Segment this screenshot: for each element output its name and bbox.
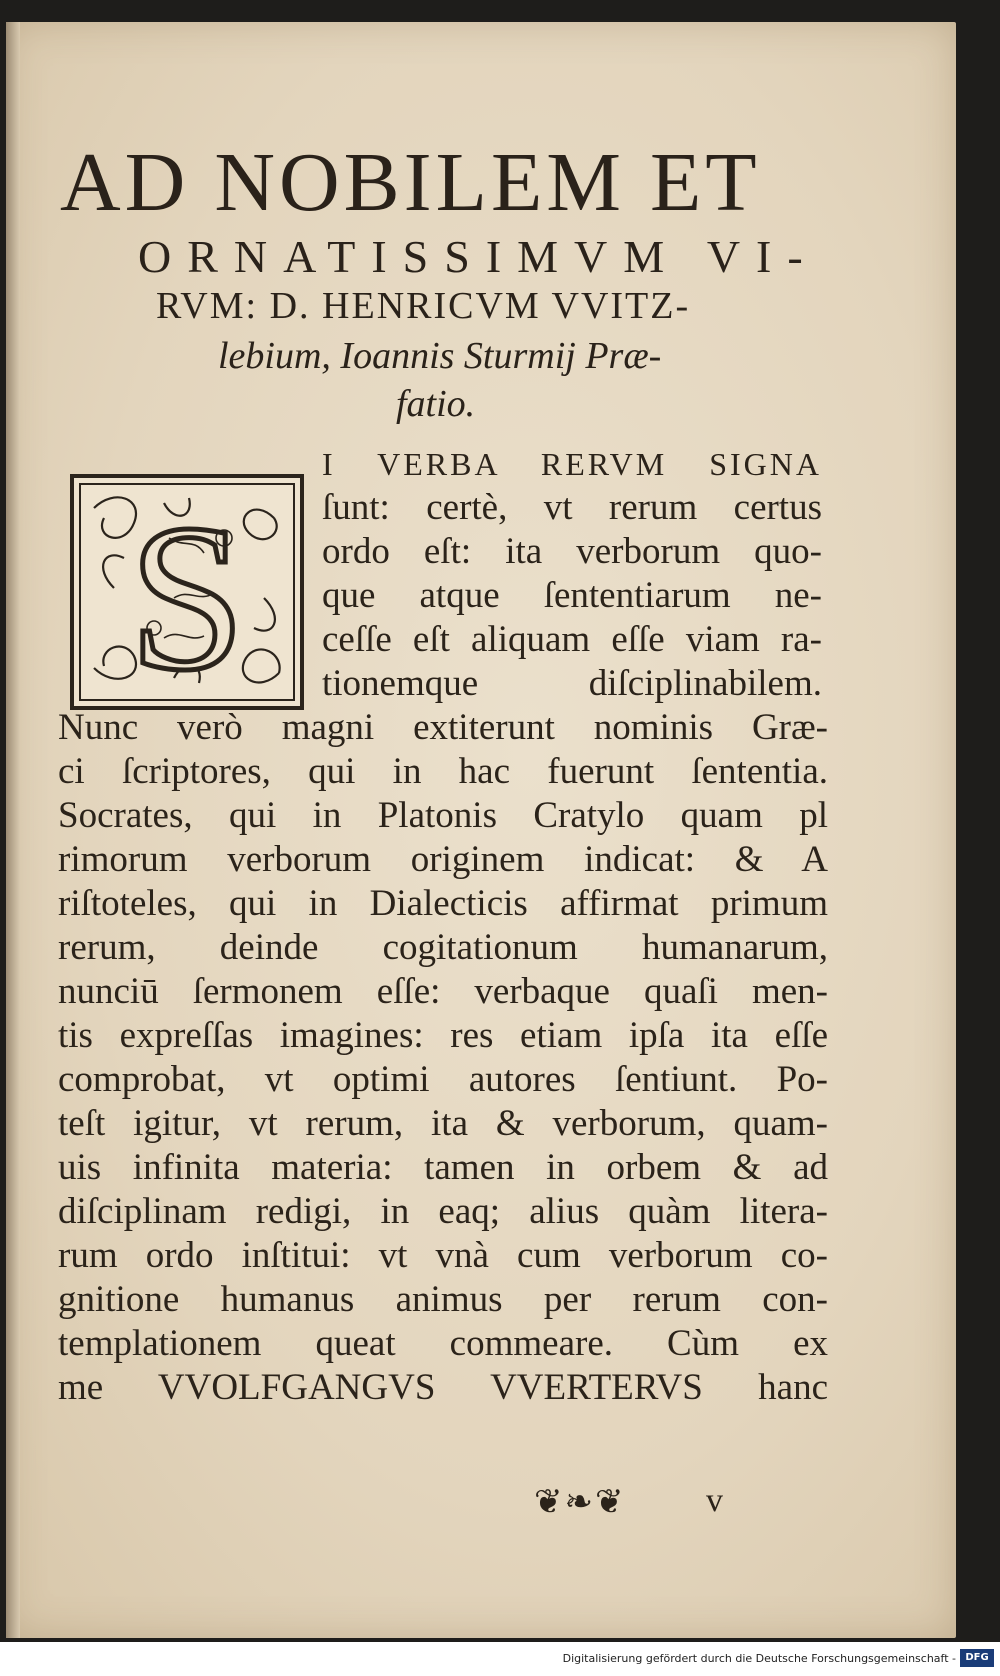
decorated-initial-icon [70, 474, 304, 710]
body-line-6: tionemque diſciplinabilem. [322, 663, 822, 704]
body-line-8: ci ſcriptores, qui in hac fuerunt ſententia. [58, 751, 828, 792]
signature-mark: v [706, 1482, 723, 1519]
initial-s-ornament [74, 478, 300, 706]
body-line-7: Nunc verò magni extiterunt nominis Græ- [58, 707, 828, 748]
body-line-19: rum ordo inſtitui: vt vnà cum verborum co- [58, 1235, 828, 1276]
body-line-13: nunciū ſermonem eſſe: verbaque quaſi men- [58, 971, 828, 1012]
body-line-17: uis infinita materia: tamen in orbem & ad [58, 1147, 828, 1188]
body-line-18: diſciplinam redigi, in eaq; alius quàm litera- [58, 1191, 828, 1232]
body-line-5: ceſſe eſt aliquam eſſe viam ra- [322, 619, 822, 660]
svg-text:S: S [128, 482, 246, 706]
body-line-15: comprobat, vt optimi autores ſentiunt. Po- [58, 1059, 828, 1100]
body-line-20: gnitione humanus animus per rerum con- [58, 1279, 828, 1320]
body-line-12: rerum, deinde cogitationum humanarum, [58, 927, 828, 968]
heading-line-2: ORNATISSIMVM VI- [138, 231, 819, 282]
body-line-16: teſt igitur, vt rerum, ita & verborum, quam- [58, 1103, 828, 1144]
body-line-1: I VERBA RERVM SIGNA [322, 446, 822, 482]
body-line-11: riſtoteles, qui in Dialecticis affirmat primum [58, 883, 828, 924]
body-line-21: templationem queat commeare. Cùm ex [58, 1323, 828, 1364]
body-line-3: ordo eſt: ita verborum quo- [322, 531, 822, 572]
page-gutter [6, 22, 20, 1638]
heading-line-3: RVM: D. HENRICVM VVITZ- [156, 285, 691, 327]
body-line-22: me VVOLFGANGVS VVERTERVS hanc [58, 1367, 828, 1408]
footer-bar [0, 1642, 1000, 1676]
body-line-2: ſunt: certè, vt rerum certus [322, 487, 822, 528]
footer-credit: Digitalisierung gefördert durch die Deutsche Forschungsgemeinschaft - [562, 1652, 956, 1665]
body-line-14: tis expreſſas imagines: res etiam ipſa ita eſſe [58, 1015, 828, 1056]
dfg-logo[interactable]: DFG [960, 1649, 994, 1667]
body-line-10: rimorum verborum originem indicat: & A [58, 839, 828, 880]
ornament-icon: ❦❧❦ [534, 1484, 626, 1521]
book-page [6, 22, 956, 1638]
heading-line-4: lebium, Ioannis Sturmij Præ- [218, 335, 662, 377]
body-line-9: Socrates, qui in Platonis Cratylo quam pl [58, 795, 828, 836]
heading-line-1: AD NOBILEM ET [60, 136, 761, 229]
heading-line-5: fatio. [396, 383, 476, 425]
body-line-4: que atque ſententiarum ne- [322, 575, 822, 616]
